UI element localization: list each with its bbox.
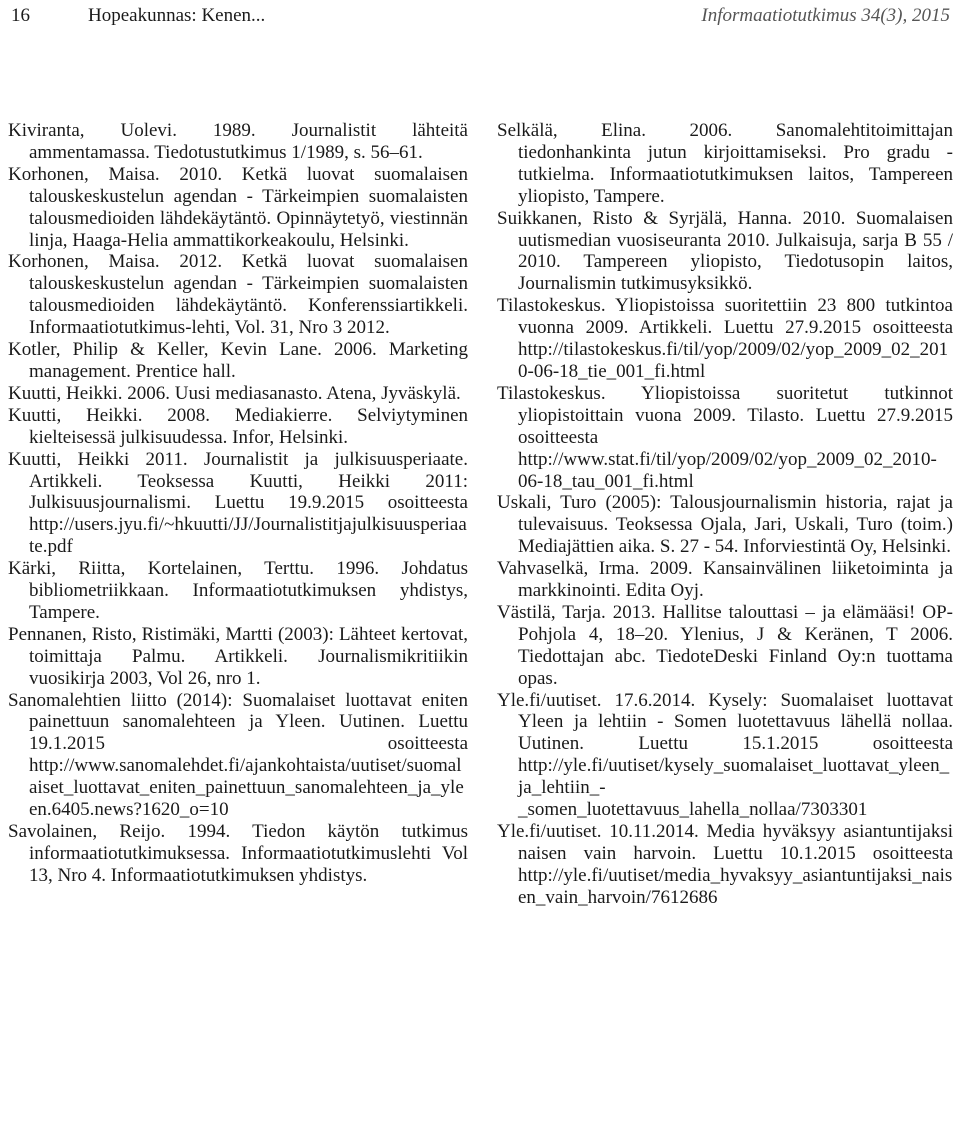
reference-entry: Kuutti, Heikki. 2008. Mediakierre. Selviytyminen kielteisessä julkisuudessa. Infor, Helsinki.	[8, 404, 468, 448]
running-header	[0, 0, 960, 40]
reference-column-right	[497, 120, 953, 909]
reference-entry: Kotler, Philip & Keller, Kevin Lane. 2006. Marketing management. Prentice hall.	[8, 339, 468, 382]
reference-entry: Vahvaselkä, Irma. 2009. Kansainvälinen liiketoiminta ja markkinointi. Edita Oyj.	[497, 558, 953, 602]
reference-entry: Korhonen, Maisa. 2012. Ketkä luovat suomalaisen talouskeskustelun agendan - Tärkeimpien suomalaisten talousmedioiden lähdekäytäntö. Konferenssiartikkeli. Informaatiotutkimus-lehti, Vol. 31, Nro 3 2012.	[8, 251, 468, 339]
reference-entry: Kuutti, Heikki. 2006. Uusi mediasanasto. Atena, Jyväskylä.	[8, 382, 461, 404]
reference-entry: Yle.fi/uutiset. 10.11.2014. Media hyväksyy asiantuntijaksi naisen vain harvoin. Luettu 10.1.2015 osoitteesta http://yle.fi/uutiset/media_hyvaksyy_asiantuntijaksi_naisen_vain_harvoin/7612686	[497, 821, 953, 908]
journal-citation: Informaatiotutkimus 34(3), 2015	[701, 5, 950, 26]
reference-entry: Savolainen, Reijo. 1994. Tiedon käytön tutkimus informaatiotutkimuksessa. Informaatiotutkimuslehti Vol 13, Nro 4. Informaatiotutkimuksen yhdistys.	[8, 821, 468, 886]
reference-entry: Suikkanen, Risto & Syrjälä, Hanna. 2010. Suomalaisen uutismedian vuosiseuranta 2010. Julkaisuja, sarja B 55 / 2010. Tampereen yliopisto, Tiedotusopin laitos, Journalismin tutkimusyksikkö.	[497, 207, 953, 295]
reference-entry: Pennanen, Risto, Ristimäki, Martti (2003): Lähteet kertovat, toimittaja Palmu. Artikkeli. Journalismikritiikin vuosikirja 2003, Vol 26, nro 1.	[8, 623, 468, 689]
reference-entry: Kuutti, Heikki 2011. Journalistit ja julkisuusperiaate. Artikkeli. Teoksessa Kuutti, Heikki 2011: Julkisuusjournalismi. Luettu 19.9.2015 osoitteesta http://users.jyu.fi/~hkuutti/JJ/Journalistitjajulkisuusperiaate.pdf	[8, 448, 468, 558]
reference-column-left	[8, 120, 468, 887]
reference-entry: Yle.fi/uutiset. 17.6.2014. Kysely: Suomalaiset luottavat Yleen ja lehtiin - Somen luotettavuus lähellä nollaa. Uutinen. Luettu 15.1.2015 osoitteesta http://yle.fi/uutiset/kysely_suomalaiset_luottavat_yleen_ja_lehtiin_-_somen_luotettavuus_lahella_nollaa/7303301	[497, 689, 953, 821]
reference-entry: Kärki, Riitta, Kortelainen, Terttu. 1996. Johdatus bibliometriikkaan. Informaatiotutkimuksen yhdistys, Tampere.	[8, 558, 468, 623]
reference-entry: Uskali, Turo (2005): Talousjournalismin historia, rajat ja tulevaisuus. Teoksessa Ojala, Jari, Uskali, Turo (toim.) Mediajättien aika. S. 27 - 54. Inforviestintä Oy, Helsinki.	[497, 492, 953, 558]
reference-entry: Kiviranta, Uolevi. 1989. Journalistit lähteitä ammentamassa. Tiedotustutkimus 1/1989, s. 56–61.	[8, 120, 468, 163]
page-number: 16	[11, 5, 30, 26]
reference-entry: Tilastokeskus. Yliopistoissa suoritetut tutkinnot yliopistoittain vuona 2009. Tilasto. Luettu 27.9.2015 osoitteesta http://www.stat.fi/til/yop/2009/02/yop_2009_02_2010-06-18_tau_001_fi.html	[497, 382, 953, 492]
reference-entry: Västilä, Tarja. 2013. Hallitse talouttasi – ja elämääsi! OP-Pohjola 4, 18–20. Ylenius, J & Keränen, T 2006. Tiedottajan abc. TiedoteDeski Finland Oy:n tuottama opas.	[497, 601, 953, 689]
reference-entry: Korhonen, Maisa. 2010. Ketkä luovat suomalaisen talouskeskustelun agendan - Tärkeimpien suomalaisten talousmedioiden lähdekäytäntö. Opinnäytetyö, viestinnän linja, Haaga-Helia ammattikorkeakoulu, Helsinki.	[8, 163, 468, 251]
reference-entry: Selkälä, Elina. 2006. Sanomalehtitoimittajan tiedonhankinta jutun kirjoittamiseksi. Pro gradu -tutkielma. Informaatiotutkimuksen laitos, Tampereen yliopisto, Tampere.	[497, 120, 953, 207]
reference-entry: Tilastokeskus. Yliopistoissa suoritettiin 23 800 tutkintoa vuonna 2009. Artikkeli. Luettu 27.9.2015 osoitteesta http://tilastokeskus.fi/til/yop/2009/02/yop_2009_02_2010-06-18_tie_001_fi.html	[497, 295, 953, 382]
reference-entry: Sanomalehtien liitto (2014): Suomalaiset luottavat eniten painettuun sanomalehteen ja Yleen. Uutinen. Luettu 19.1.2015 osoitteesta http://www.sanomalehdet.fi/ajankohtaista/uutiset/suomalaiset_luottavat_eniten_painettuun_sanomalehteen_ja_yleen.6405.news?1620_o=10	[8, 689, 468, 821]
running-title: Hopeakunnas: Kenen...	[88, 5, 266, 26]
